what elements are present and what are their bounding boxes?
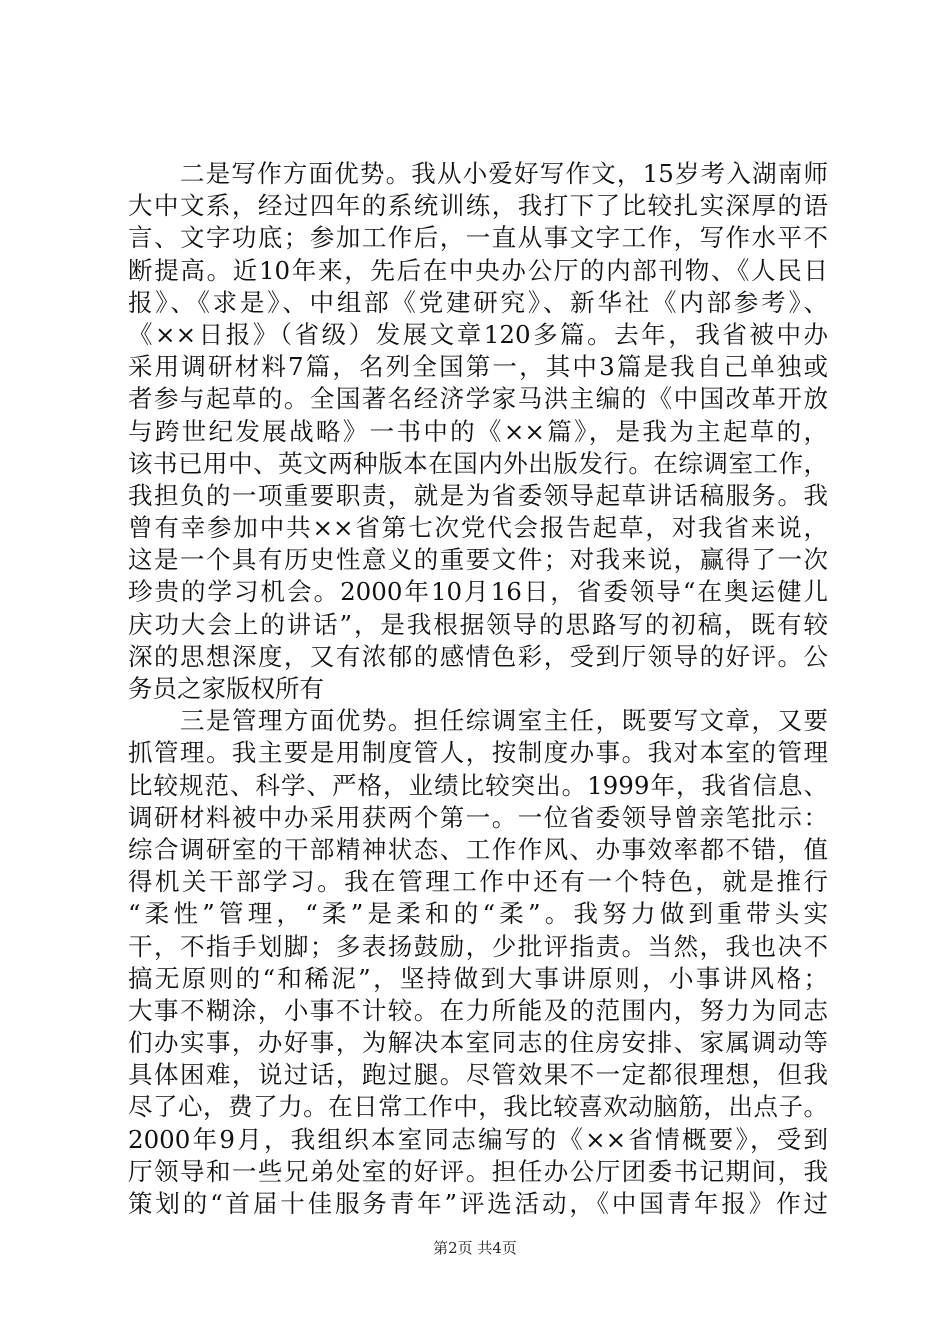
- text-line: 报》、《求是》、中组部《党建研究》、新华社《内部参考》、: [128, 287, 828, 317]
- text-line: 深的思想深度，又有浓郁的感情色彩，受到厅领导的好评。公: [128, 641, 828, 671]
- text-line: 庆功大会上的讲话”，是我根据领导的思路写的初稿，既有较: [128, 609, 828, 639]
- text-line: 珍贵的学习机会。2000年10月16日，省委领导“在奥运健儿: [128, 577, 828, 607]
- text-line: 具体困难，说过话，跑过腿。尽管效果不一定都很理想，但我: [128, 1060, 828, 1090]
- text-line: 大事不糊涂，小事不计较。在力所能及的范围内，努力为同志: [128, 995, 828, 1025]
- text-line: 得机关干部学习。我在管理工作中还有一个特色，就是推行: [128, 867, 828, 897]
- page-footer: [0, 1238, 950, 1258]
- text-line: 与跨世纪发展战略》一书中的《××篇》，是我为主起草的，: [128, 416, 828, 446]
- text-line: 厅领导和一些兄弟处室的好评。担任办公厅团委书记期间，我: [128, 1156, 828, 1186]
- text-line: 者参与起草的。全国著名经济学家马洪主编的《中国改革开放: [128, 384, 828, 414]
- text-line: 我担负的一项重要职责，就是为省委领导起草讲话稿服务。我: [128, 480, 828, 510]
- text-line: 三是管理方面优势。担任综调室主任，既要写文章，又要: [180, 706, 828, 736]
- text-line: 抓管理。我主要是用制度管人，按制度办事。我对本室的管理: [128, 738, 828, 768]
- text-line: 《××日报》（省级）发展文章120多篇。去年，我省被中办: [128, 319, 828, 349]
- text-line: 务员之家版权所有: [128, 674, 324, 703]
- text-line: 断提高。近10年来，先后在中央办公厅的内部刊物、《人民日: [128, 255, 828, 285]
- text-line: 干，不指手划脚；多表扬鼓励，少批评指责。当然，我也决不: [128, 931, 828, 961]
- text-line: 2000年9月，我组织本室同志编写的《××省情概要》，受到: [128, 1124, 828, 1154]
- text-line: 曾有幸参加中共××省第七次党代会报告起草，对我省来说，: [128, 513, 828, 543]
- body-text: [128, 158, 828, 1220]
- text-line: 采用调研材料7篇，名列全国第一，其中3篇是我自己单独或: [128, 352, 828, 382]
- page-number: 第2页 共4页: [433, 1239, 517, 1257]
- text-line: 二是写作方面优势。我从小爱好写作文，15岁考入湖南师: [180, 159, 828, 188]
- text-line: 调研材料被中办采用获两个第一。一位省委领导曾亲笔批示：: [128, 802, 828, 832]
- text-line: “柔性”管理，“柔”是柔和的“柔”。我努力做到重带头实: [128, 899, 828, 929]
- text-line: 们办实事，办好事，为解决本室同志的住房安排、家属调动等: [128, 1028, 828, 1058]
- text-line: 这是一个具有历史性意义的重要文件；对我来说，赢得了一次: [128, 545, 828, 575]
- text-line: 言、文字功底；参加工作后，一直从事文字工作，写作水平不: [128, 223, 828, 253]
- text-line: 大中文系，经过四年的系统训练，我打下了比较扎实深厚的语: [128, 191, 828, 221]
- text-line: 搞无原则的“和稀泥”，坚持做到大事讲原则，小事讲风格；: [128, 963, 828, 993]
- text-line: 比较规范、科学、严格，业绩比较突出。1999年，我省信息、: [128, 770, 828, 800]
- text-line: 该书已用中、英文两种版本在国内外出版发行。在综调室工作，: [128, 448, 828, 478]
- text-line: 尽了心，费了力。在日常工作中，我比较喜欢动脑筋，出点子。: [128, 1092, 828, 1122]
- text-line: 综合调研室的干部精神状态、工作作风、办事效率都不错，值: [128, 834, 828, 864]
- text-line: 策划的“首届十佳服务青年”评选活动，《中国青年报》作过: [128, 1189, 828, 1218]
